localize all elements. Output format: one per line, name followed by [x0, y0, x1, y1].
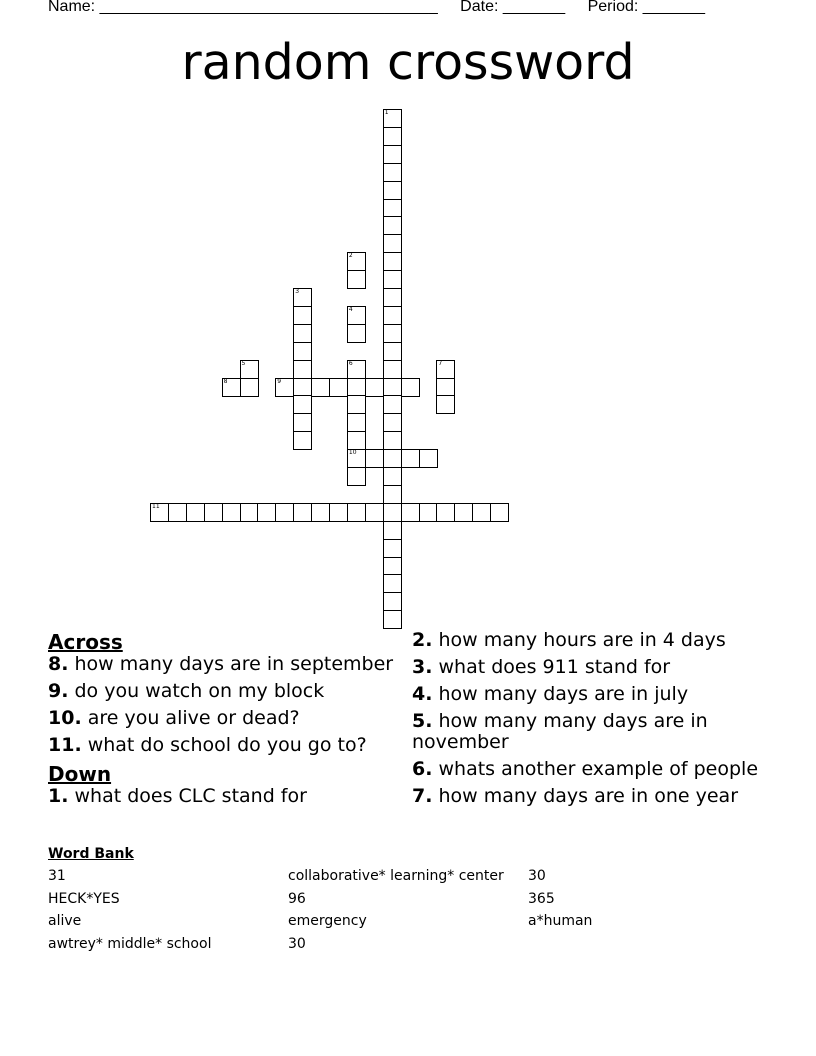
grid-cell[interactable] — [383, 467, 402, 486]
clue-number: 4 — [348, 305, 353, 313]
grid-cell[interactable] — [365, 449, 384, 468]
clue-number: 9 — [277, 377, 282, 385]
word-bank-item: emergency — [288, 913, 367, 930]
clue-text: how many days are in september — [68, 653, 394, 675]
grid-cell[interactable] — [383, 181, 402, 200]
clue-number-label: 3. — [412, 656, 433, 678]
grid-cell[interactable] — [186, 503, 205, 522]
grid-cell[interactable] — [311, 503, 330, 522]
grid-cell[interactable] — [365, 503, 384, 522]
word-bank-item: 30 — [528, 868, 546, 884]
grid-cell[interactable] — [293, 431, 312, 450]
word-bank-title: Word Bank — [48, 846, 134, 862]
word-bank-item: awtrey* middle* school — [48, 936, 212, 953]
grid-cell[interactable] — [150, 503, 169, 522]
clue-number-label: 7. — [412, 785, 433, 807]
grid-cell[interactable] — [383, 574, 402, 593]
down-clue-list-left — [48, 786, 398, 807]
grid-cell[interactable] — [383, 592, 402, 611]
clue-item — [48, 786, 398, 807]
across-clue-list — [48, 654, 398, 756]
clues-right-column — [412, 630, 762, 813]
grid-cell[interactable] — [293, 288, 312, 307]
grid-cell[interactable] — [383, 145, 402, 164]
grid-cell[interactable] — [383, 234, 402, 253]
grid-cell[interactable] — [383, 163, 402, 182]
grid-cell[interactable] — [347, 360, 366, 379]
word-bank-item: collaborative* learning* center — [288, 868, 504, 884]
grid-cell[interactable] — [347, 449, 366, 468]
clue-text: how many hours are in 4 days — [432, 629, 726, 651]
grid-cell[interactable] — [347, 378, 366, 397]
grid-cell[interactable] — [383, 610, 402, 629]
grid-cell[interactable] — [383, 109, 402, 128]
grid-cell[interactable] — [275, 378, 294, 397]
clue-number: 6 — [348, 359, 353, 367]
grid-cell[interactable] — [240, 360, 259, 379]
grid-cell[interactable] — [365, 378, 384, 397]
grid-cell[interactable] — [168, 503, 187, 522]
clue-number: 3 — [295, 288, 300, 295]
clue-item — [48, 654, 398, 675]
grid-cell[interactable] — [383, 539, 402, 558]
grid-cell[interactable] — [383, 342, 402, 361]
grid-cell[interactable] — [401, 503, 420, 522]
grid-cell[interactable] — [293, 378, 312, 397]
clue-number-label: 9. — [48, 680, 69, 702]
grid-cell[interactable] — [347, 413, 366, 432]
page-title: random crossword — [181, 34, 635, 91]
grid-cell[interactable] — [383, 288, 402, 307]
grid-cell[interactable] — [311, 378, 330, 397]
grid-cell[interactable] — [383, 431, 402, 450]
clue-text: do you watch on my block — [68, 680, 325, 702]
word-bank-item: 31 — [48, 868, 66, 884]
grid-cell[interactable] — [222, 503, 241, 522]
grid-cell[interactable] — [293, 413, 312, 432]
grid-cell[interactable] — [329, 503, 348, 522]
clue-text: what do school do you go to? — [81, 734, 367, 756]
across-heading: Across — [48, 630, 123, 654]
grid-cell[interactable] — [436, 378, 455, 397]
grid-cell[interactable] — [490, 503, 509, 522]
clue-number: 8 — [223, 377, 228, 385]
grid-cell[interactable] — [293, 395, 312, 414]
grid-cell[interactable] — [383, 449, 402, 468]
clue-number-label: 10. — [48, 707, 82, 729]
clue-item — [48, 708, 398, 729]
grid-cell[interactable] — [436, 503, 455, 522]
grid-cell[interactable] — [401, 449, 420, 468]
grid-cell[interactable] — [293, 360, 312, 379]
grid-cell[interactable] — [383, 216, 402, 235]
word-bank-item: alive — [48, 913, 82, 930]
grid-cell[interactable] — [383, 395, 402, 414]
grid-cell[interactable] — [293, 306, 312, 325]
clue-number-label: 6. — [412, 758, 433, 780]
grid-cell[interactable] — [383, 127, 402, 146]
word-bank-item: 365 — [528, 890, 555, 907]
clue-number-label: 4. — [412, 683, 433, 705]
grid-cell[interactable] — [383, 252, 402, 271]
clue-number: 2 — [348, 252, 353, 260]
grid-cell[interactable] — [347, 431, 366, 450]
grid-cell[interactable] — [383, 521, 402, 540]
grid-cell[interactable] — [383, 360, 402, 379]
grid-cell[interactable] — [419, 449, 438, 468]
clue-text: are you alive or dead? — [81, 707, 300, 729]
grid-cell[interactable] — [293, 342, 312, 361]
grid-cell[interactable] — [383, 306, 402, 325]
grid-cell[interactable] — [293, 324, 312, 343]
grid-cell[interactable] — [383, 324, 402, 343]
grid-cell[interactable] — [454, 503, 473, 522]
clue-item — [48, 735, 398, 756]
clue-number: 5 — [241, 359, 246, 367]
grid-cell[interactable] — [436, 395, 455, 414]
clue-number-label: 8. — [48, 653, 69, 675]
grid-cell[interactable] — [347, 252, 366, 271]
grid-cell[interactable] — [222, 378, 241, 397]
grid-cell[interactable] — [240, 503, 259, 522]
grid-cell[interactable] — [383, 378, 402, 397]
grid-cell[interactable] — [204, 503, 223, 522]
word-bank-item: a*human — [528, 913, 593, 930]
clue-number: 10 — [348, 449, 357, 457]
word-bank-item: HECK*YES — [48, 890, 120, 907]
clue-text: how many days are in one year — [432, 785, 739, 807]
clue-text: what does 911 stand for — [432, 656, 671, 678]
grid-cell[interactable] — [329, 378, 348, 397]
clue-number-label: 5. — [412, 710, 433, 732]
clue-item — [412, 657, 762, 678]
grid-cell[interactable] — [383, 485, 402, 504]
clue-item — [412, 711, 762, 753]
grid-cell[interactable] — [347, 324, 366, 343]
clue-number: 1 — [384, 109, 389, 116]
clue-text: how many many days are in november — [412, 710, 708, 753]
clue-item — [412, 630, 762, 651]
clue-number: 11 — [152, 502, 160, 510]
grid-cell[interactable] — [347, 270, 366, 289]
clue-number-label: 11. — [48, 734, 82, 756]
clues-left-column — [48, 630, 398, 813]
clue-number: 7 — [438, 359, 443, 367]
down-heading: Down — [48, 762, 112, 786]
grid-cell[interactable] — [347, 467, 366, 486]
clue-text: what does CLC stand for — [68, 785, 307, 807]
grid-cell[interactable] — [240, 378, 259, 397]
grid-cell[interactable] — [383, 557, 402, 576]
down-clue-list-right — [412, 630, 762, 807]
period-field[interactable]: Period: _______ — [587, 0, 706, 15]
grid-cell[interactable] — [257, 503, 276, 522]
grid-cell[interactable] — [472, 503, 491, 522]
grid-cell[interactable] — [419, 503, 438, 522]
grid-cell[interactable] — [347, 503, 366, 522]
word-bank-item: 30 — [288, 936, 306, 953]
grid-cell[interactable] — [275, 503, 294, 522]
grid-cell[interactable] — [383, 503, 402, 522]
grid-cell[interactable] — [436, 360, 455, 379]
clue-text: whats another example of people — [432, 758, 759, 780]
grid-cell[interactable] — [293, 503, 312, 522]
clue-item — [412, 759, 762, 780]
grid-cell[interactable] — [383, 413, 402, 432]
clue-text: how many days are in july — [432, 683, 689, 705]
clue-item — [412, 684, 762, 705]
clue-item — [48, 681, 398, 702]
grid-cell[interactable] — [383, 270, 402, 289]
date-field[interactable]: Date: _______ — [460, 0, 566, 15]
clue-item — [412, 786, 762, 807]
grid-cell[interactable] — [347, 306, 366, 325]
clue-number-label: 2. — [412, 629, 433, 651]
grid-cell[interactable] — [401, 378, 420, 397]
clue-number-label: 1. — [48, 785, 69, 807]
grid-cell[interactable] — [347, 395, 366, 414]
word-bank-item: 96 — [288, 890, 306, 907]
grid-cell[interactable] — [383, 199, 402, 218]
name-field[interactable]: Name: ______________________________________ — [48, 0, 438, 15]
